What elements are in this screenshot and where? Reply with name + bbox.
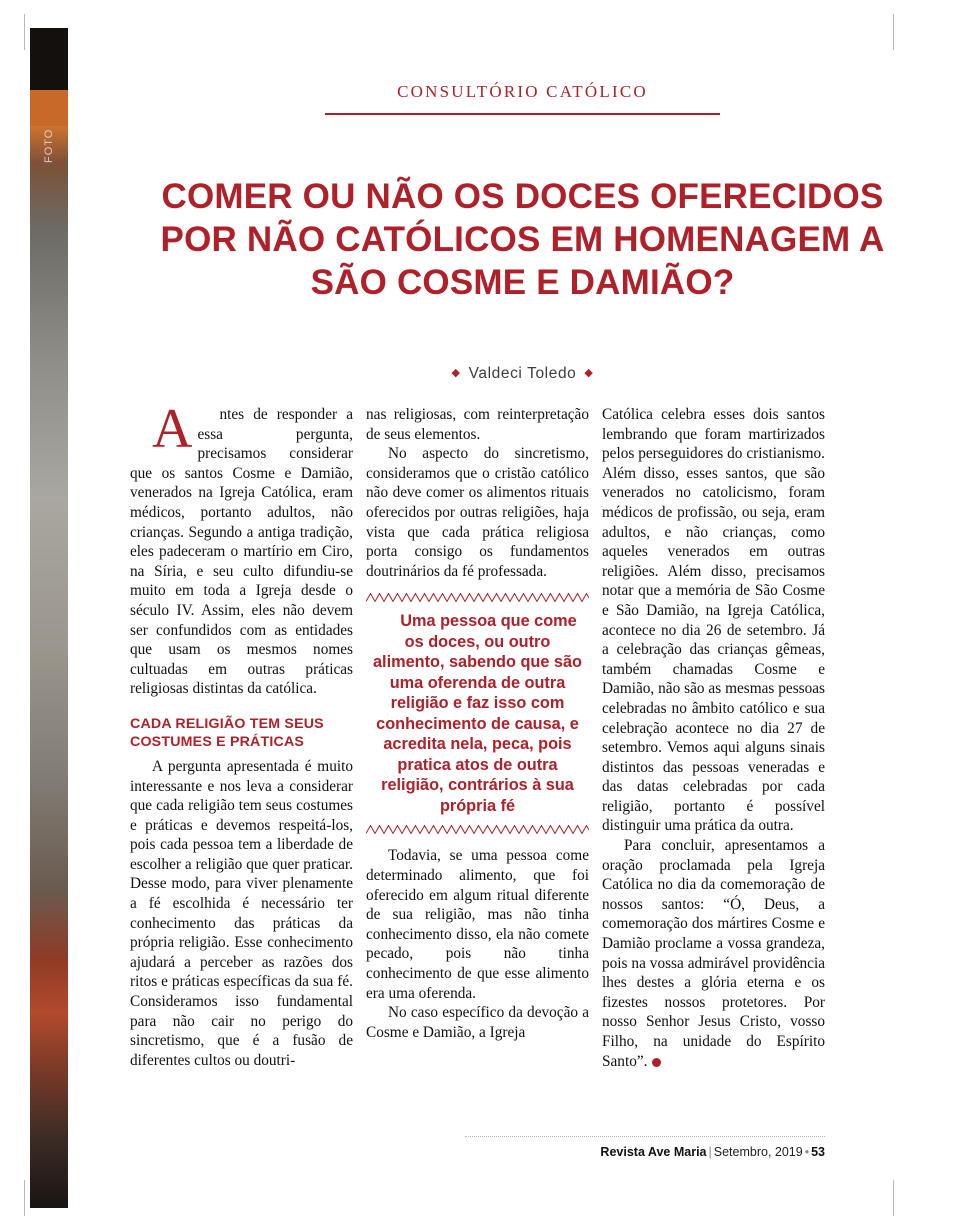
paragraph-final [602,836,825,1071]
article-column-1 [130,398,353,1070]
crop-mark-bottom-left [24,1180,25,1216]
footer-separator-1: | [708,1145,712,1159]
pull-quote-block [366,593,589,834]
page-title: COMER OU NÃO OS DOCES OFERECIDOS POR NÃO CATÓLICOS EM HOMENAGEM A SÃO COSME E DAMIÃO? [160,177,885,303]
page-number: 53 [811,1145,825,1159]
paragraph: Católica celebra esses dois santos lembrando que foram martirizados pelos perseguidores do cristianismo. Além disso, esses santos, que são venerados no catolicismo, foram médicos de profissão, ou seja, eram adultos, e não crianças, como aqueles venerados em outras religiões. Além disso, precisamos notar que a memória de São Cosme e São Damião, na Igreja Católica, acontece no dia 26 de setembro. Já a celebração das crianças gêmeas, também chamadas Cosme e Damião, não são as mesmas pessoas celebradas no âmbito católico e sua celebração acontece no dia 27 de setembro. Vemos aqui alguns sinais distintos das pessoas veneradas e das datas celebradas por cada religião, portanto é possível distinguir uma prática da outra. [602,406,825,835]
page-edge-photo-strip [30,28,68,1208]
author-name: Valdeci Toledo [468,365,577,382]
section-kicker: CONSULTÓRIO CATÓLICO [397,82,648,101]
paragraph: nas religiosas, com reinterpretação de seus elementos. [366,406,589,443]
page-footer [465,1145,825,1159]
paragraph: No caso específico da devoção a Cosme e Damião, a Igreja [366,1004,589,1041]
crop-mark-top-right [893,14,894,50]
paragraph: Antes de responder a essa pergunta, precisamos considerar que os santos Cosme e Damião, venerados na Igreja Católica, eram médicos, portanto adultos, não crianças. Segundo a antiga tradição, eles padeceram o martírio em Ciro, na Síria, e seu culto difundiu-se muito em toda a Igreja desde o século IV. Assim, eles não devem ser confundidos com as entidades que usam os mesmos nomes cultuadas em outras práticas religiosas distintas da católica. [130,398,353,698]
zigzag-divider-top-icon [366,593,589,602]
paragraph: Todavia, se uma pessoa come determinado alimento, que foi oferecido em algum ritual diferente de sua religião, mas não tinha conhecimento disso, ela não comete pecado, pois não tinha conhecimento de que esse alimento era uma oferenda. [366,847,589,1002]
magazine-name: Revista Ave Maria [600,1145,707,1159]
paragraph-text: Para concluir, apresentamos a oração proclamada pela Igreja Católica no dia da comemoração de nossos santos: “Ó, Deus, a comemoração dos mártires Cosme e Damião proclame a vossa grandeza, pois na vossa admirável providência lhes destes a glória eterna e os fizestes nossos protetores. Por nosso Senhor Jesus Cristo, vosso Filho, na unidade do Espírito Santo”. [602,837,825,1070]
issue-date: Setembro, 2019 [713,1145,803,1159]
section-subheading: CADA RELIGIÃO TEM SEUS COSTUMES E PRÁTICAS [130,715,324,750]
photo-strip-label: FOTO [43,128,55,163]
crop-mark-top-left [24,14,25,50]
paragraph: A pergunta apresentada é muito interessante e nos leva a considerar que cada religião tem seus costumes e práticas e devemos respeitá-los, pois cada pessoa tem a liberdade de escolher a religião que quer praticar. Desse modo, para viver plenamente a fé escolhida é necessário ter conhecimento das práticas da própria religião. Esse conhecimento ajudará a perceber as razões dos ritos e práticas específicas da sua fé. Consideramos isso fundamental para não cair no perigo do sincretismo, que é a fusão de diferentes cultos ou doutri- [130,757,353,1069]
article-column-3 [602,405,825,1071]
kicker-rule [325,113,720,115]
photo-strip-dark-block [30,28,68,90]
article-column-2 [366,405,589,1042]
footer-divider [465,1136,825,1137]
zigzag-divider-bottom-icon [366,825,589,834]
byline [215,365,830,383]
footer-separator-2: • [804,1145,810,1159]
crop-mark-bottom-right [893,1180,894,1216]
pull-quote-text: Uma pessoa que come os doces, ou outro alimento, sabendo que são uma oferenda de outra religião e faz isso com conhecimento de causa, e acredita nela, peca, pois pratica atos de outra religião, contrários à sua própria fé [373,612,582,815]
diamond-right-icon: ◆ [584,367,594,379]
photo-strip-divider [68,28,70,1208]
diamond-left-icon: ◆ [451,367,461,379]
paragraph: No aspecto do sincretismo, consideramos que o cristão católico não deve comer os alimentos rituais oferecidos por outras religiões, haja vista que cada prática religiosa porta consigo os fundamentos doutrinários da fé professada. [366,445,589,580]
end-of-article-mark [652,1058,661,1067]
